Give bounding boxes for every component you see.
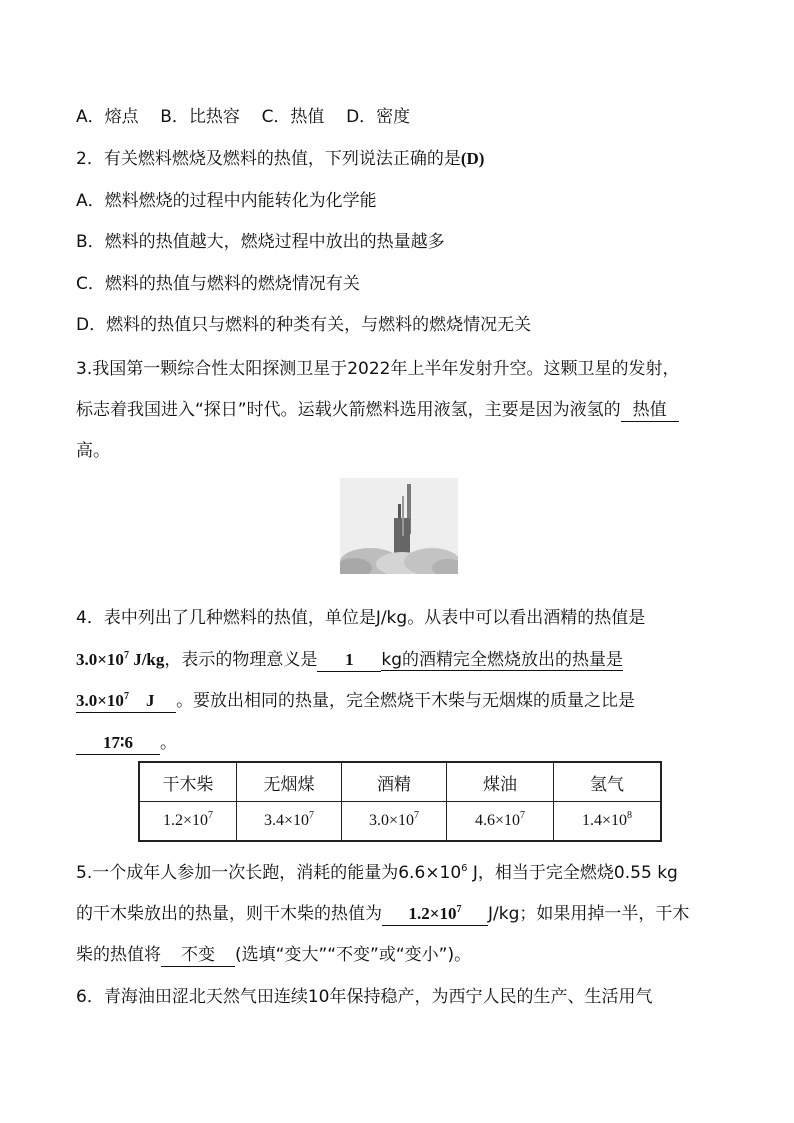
rocket-launch-image <box>340 478 458 574</box>
q5-answer-value: $1.2\times 10^7$ <box>382 903 488 926</box>
q1-option-a: A．熔点 <box>76 107 139 127</box>
q5-answer-change: 不变 <box>161 944 235 967</box>
q3-line1: 3.我国第一颗综合性太阳探测卫星于2022年上半年发射升空。这颗卫星的发射， <box>76 359 680 379</box>
q3-line2: 标志着我国进入“探日”时代。运载火箭燃料选用液氢，主要是因为液氢的 热值 <box>76 398 679 422</box>
table-header-cell: 无烟煤 <box>237 762 342 802</box>
q5-line2: 的干木柴放出的热量，则干木柴的热值为 $1.2\times 10^7$ J/kg；如果用掉一半，干木 <box>76 904 690 924</box>
table-row <box>139 802 661 842</box>
q6-line1: 6．青海油田涩北天然气田连续10年保持稳产，为西宁人民的生产、生活用气 <box>76 987 653 1007</box>
q4-answer-unit: $3.0\times 10^7$ J <box>76 690 176 713</box>
q3-answer: 热值 <box>621 399 679 422</box>
fuel-heat-value-table <box>138 761 662 842</box>
q5-line1: 5.一个成年人参加一次长跑，消耗的能量为$6.6\times 10^6$ J，相当于完全燃烧0.55 kg <box>76 863 678 883</box>
q2-option-d: D．燃料的热值只与燃料的种类有关，与燃料的燃烧情况无关 <box>76 315 532 335</box>
table-cell: $3.4\times 10^7$ <box>237 802 342 842</box>
q2-option-a: A．燃料燃烧的过程中内能转化为化学能 <box>76 191 377 211</box>
q1-option-d: D．密度 <box>346 107 411 127</box>
table-header-cell: 煤油 <box>447 762 554 802</box>
q5-line3: 柴的热值将 不变 (选填“变大”“不变”或“变小”)。 <box>76 945 472 965</box>
rocket-icon <box>340 478 458 574</box>
table-header-cell: 氢气 <box>554 762 662 802</box>
q2-stem: 2．有关燃料燃烧及燃料的热值，下列说法正确的是(D) <box>76 149 485 169</box>
table-cell: $4.6\times 10^7$ <box>447 802 554 842</box>
table-header-cell: 酒精 <box>342 762 447 802</box>
q2-option-b: B．燃料的热值越大，燃烧过程中放出的热量越多 <box>76 232 445 252</box>
q1-option-c: C．热值 <box>261 107 325 127</box>
q4-line4: 17∶6 。 <box>76 731 177 755</box>
q1-option-b: B．比热容 <box>160 107 240 127</box>
q4-answer-ratio: 17∶6 <box>76 732 160 755</box>
table-header-cell: 干木柴 <box>139 762 237 802</box>
q4-line1: 4．表中列出了几种燃料的热值，单位是J/kg。从表中可以看出酒精的热值是 <box>76 608 646 628</box>
q1-options <box>76 105 410 129</box>
table-cell: $3.0\times 10^7$ <box>342 802 447 842</box>
q4-line3: $3.0\times 10^7$ J 。要放出相同的热量，完全燃烧干木柴与无烟煤的质量之比是 <box>76 691 636 711</box>
table-cell: $1.4\times 10^8$ <box>554 802 662 842</box>
table-cell: $1.2\times 10^7$ <box>139 802 237 842</box>
q2-option-c: C．燃料的热值与燃料的燃烧情况有关 <box>76 274 360 294</box>
q2-answer: (D) <box>460 149 485 168</box>
q4-line2: $3.0\times 10^7$ J/kg，表示的物理意义是 1 kg的酒精完全燃烧放出的热量是 <box>76 650 624 670</box>
q3-line3: 高。 <box>76 441 110 461</box>
table-header-row <box>139 762 661 802</box>
q4-answer-mass: 1 <box>317 649 381 672</box>
